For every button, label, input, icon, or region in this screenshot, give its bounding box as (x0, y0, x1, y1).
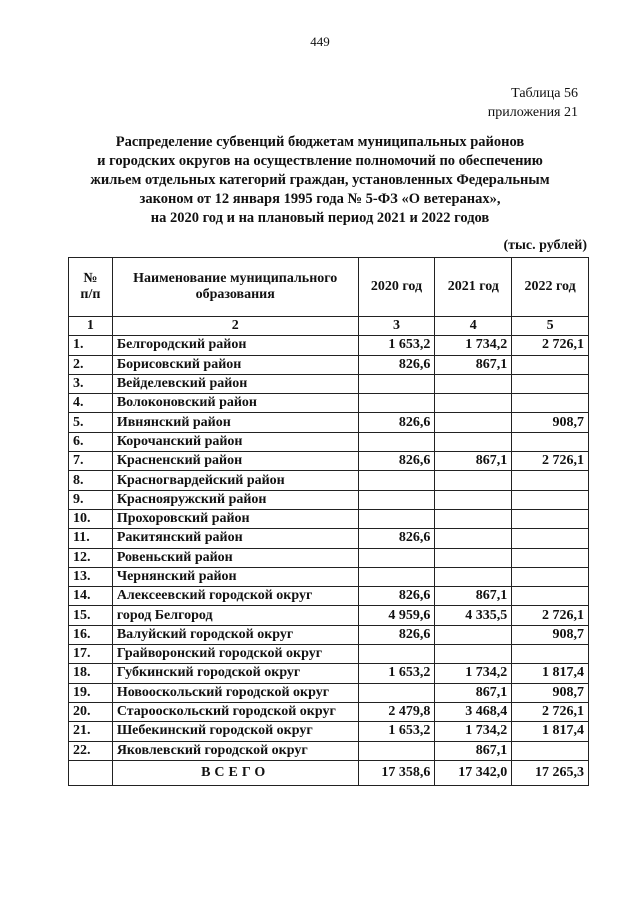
row-value-2022 (512, 509, 589, 528)
table-row (69, 529, 589, 548)
row-value-2021: 1 734,2 (435, 336, 512, 355)
row-number: 5. (69, 413, 113, 432)
row-value-2021: 4 335,5 (435, 606, 512, 625)
column-index-row (69, 317, 589, 336)
row-number: 7. (69, 452, 113, 471)
row-value-2022: 908,7 (512, 683, 589, 702)
header-name (112, 258, 358, 317)
row-value-2022 (512, 432, 589, 451)
table-row (69, 509, 589, 528)
row-value-2020: 2 479,8 (358, 702, 435, 721)
row-value-2021 (435, 548, 512, 567)
row-value-2022 (512, 355, 589, 374)
row-value-2021: 867,1 (435, 587, 512, 606)
row-value-2022: 2 726,1 (512, 606, 589, 625)
row-number: 18. (69, 664, 113, 683)
row-value-2021 (435, 625, 512, 644)
table-row (69, 432, 589, 451)
row-value-2020 (358, 567, 435, 586)
row-value-2021: 867,1 (435, 741, 512, 760)
table-header (69, 258, 589, 317)
header-number (69, 258, 113, 317)
row-name: Чернянский район (112, 567, 358, 586)
row-value-2021 (435, 490, 512, 509)
table-row (69, 355, 589, 374)
table-row (69, 683, 589, 702)
header-number-line1: № (83, 271, 98, 286)
header-2020: 2020 год (358, 258, 435, 317)
row-value-2022 (512, 490, 589, 509)
row-number: 1. (69, 336, 113, 355)
row-value-2020: 826,6 (358, 452, 435, 471)
row-value-2022 (512, 587, 589, 606)
total-2022: 17 265,3 (512, 760, 589, 785)
table-row (69, 722, 589, 741)
row-value-2021: 1 734,2 (435, 664, 512, 683)
row-number: 14. (69, 587, 113, 606)
row-name: Яковлевский городской округ (112, 741, 358, 760)
row-number: 15. (69, 606, 113, 625)
table-row (69, 625, 589, 644)
column-index-cell: 5 (512, 317, 589, 336)
row-name: Алексеевский городской округ (112, 587, 358, 606)
row-name: Краснояружский район (112, 490, 358, 509)
row-name: Вейделевский район (112, 374, 358, 393)
table-row (69, 413, 589, 432)
row-name: Ракитянский район (112, 529, 358, 548)
row-number: 4. (69, 394, 113, 413)
row-value-2021: 867,1 (435, 683, 512, 702)
row-value-2021 (435, 432, 512, 451)
table-row (69, 664, 589, 683)
row-value-2021 (435, 529, 512, 548)
row-value-2020: 826,6 (358, 587, 435, 606)
table-reference-line2: приложения 21 (487, 105, 578, 120)
row-name: Шебекинский городской округ (112, 722, 358, 741)
total-label: ВСЕГО (112, 760, 358, 785)
row-value-2022: 1 817,4 (512, 664, 589, 683)
table-reference-line1: Таблица 56 (511, 86, 578, 101)
table-row (69, 336, 589, 355)
row-value-2020: 826,6 (358, 355, 435, 374)
row-value-2020 (358, 394, 435, 413)
row-value-2022: 908,7 (512, 625, 589, 644)
row-value-2022: 1 817,4 (512, 722, 589, 741)
row-number: 20. (69, 702, 113, 721)
row-value-2021 (435, 471, 512, 490)
table-row (69, 394, 589, 413)
row-value-2020 (358, 509, 435, 528)
header-2021: 2021 год (435, 258, 512, 317)
row-name: Старооскольский городской округ (112, 702, 358, 721)
row-name: Ивнянский район (112, 413, 358, 432)
row-value-2022 (512, 567, 589, 586)
table-row (69, 645, 589, 664)
total-2020: 17 358,6 (358, 760, 435, 785)
row-value-2021: 1 734,2 (435, 722, 512, 741)
row-number: 10. (69, 509, 113, 528)
row-name: город Белгород (112, 606, 358, 625)
row-number: 21. (69, 722, 113, 741)
row-value-2022 (512, 374, 589, 393)
row-value-2020 (358, 548, 435, 567)
row-value-2022: 2 726,1 (512, 452, 589, 471)
table-row (69, 490, 589, 509)
row-name: Корочанский район (112, 432, 358, 451)
total-num-cell (69, 760, 113, 785)
header-number-line2: п/п (80, 287, 101, 302)
row-number: 2. (69, 355, 113, 374)
row-value-2022 (512, 471, 589, 490)
row-value-2021: 867,1 (435, 355, 512, 374)
row-value-2022: 908,7 (512, 413, 589, 432)
row-name: Прохоровский район (112, 509, 358, 528)
row-value-2020 (358, 432, 435, 451)
row-name: Грайворонский городской округ (112, 645, 358, 664)
row-number: 12. (69, 548, 113, 567)
row-number: 16. (69, 625, 113, 644)
column-index-cell: 1 (69, 317, 113, 336)
document-title (60, 133, 580, 228)
subventions-table (68, 257, 589, 786)
title-line: жильем отдельных категорий граждан, установленных Федеральным (90, 172, 550, 188)
row-name: Валуйский городской округ (112, 625, 358, 644)
units-label: (тыс. рублей) (503, 238, 587, 253)
row-value-2021 (435, 374, 512, 393)
table-row (69, 702, 589, 721)
table-footer (69, 760, 589, 785)
row-number: 19. (69, 683, 113, 702)
title-line: законом от 12 января 1995 года № 5-ФЗ «О ветеранах», (139, 191, 501, 207)
row-value-2022 (512, 548, 589, 567)
column-index-cell: 4 (435, 317, 512, 336)
row-number: 3. (69, 374, 113, 393)
row-number: 11. (69, 529, 113, 548)
row-number: 22. (69, 741, 113, 760)
row-value-2020: 1 653,2 (358, 336, 435, 355)
row-value-2020: 826,6 (358, 413, 435, 432)
page-number: 449 (310, 34, 330, 49)
column-index-cell: 2 (112, 317, 358, 336)
row-value-2022 (512, 529, 589, 548)
row-value-2020 (358, 645, 435, 664)
table-body (69, 317, 589, 761)
table-row (69, 741, 589, 760)
column-index-cell: 3 (358, 317, 435, 336)
row-value-2021: 867,1 (435, 452, 512, 471)
row-value-2020 (358, 374, 435, 393)
title-line: Распределение субвенций бюджетам муниципальных районов (115, 134, 525, 150)
table-row (69, 374, 589, 393)
row-value-2020: 1 653,2 (358, 722, 435, 741)
row-value-2021 (435, 567, 512, 586)
total-2021: 17 342,0 (435, 760, 512, 785)
row-value-2020 (358, 490, 435, 509)
row-value-2020 (358, 683, 435, 702)
row-value-2022 (512, 645, 589, 664)
row-number: 6. (69, 432, 113, 451)
row-value-2022: 2 726,1 (512, 336, 589, 355)
header-name-line2: образования (195, 287, 275, 302)
row-value-2021 (435, 509, 512, 528)
row-value-2022 (512, 741, 589, 760)
row-value-2020 (358, 471, 435, 490)
row-name: Белгородский район (112, 336, 358, 355)
table-reference (488, 84, 578, 122)
total-row (69, 760, 589, 785)
table-row (69, 567, 589, 586)
row-name: Красненский район (112, 452, 358, 471)
row-value-2020: 1 653,2 (358, 664, 435, 683)
title-line: и городских округов на осуществление полномочий по обеспечению (97, 153, 543, 169)
row-name: Волоконовский район (112, 394, 358, 413)
row-value-2022: 2 726,1 (512, 702, 589, 721)
table-row (69, 606, 589, 625)
row-name: Губкинский городской округ (112, 664, 358, 683)
header-2022: 2022 год (512, 258, 589, 317)
table-row (69, 548, 589, 567)
row-name: Борисовский район (112, 355, 358, 374)
row-number: 9. (69, 490, 113, 509)
row-value-2022 (512, 394, 589, 413)
table-row (69, 452, 589, 471)
row-name: Новооскольский городской округ (112, 683, 358, 702)
row-value-2021 (435, 394, 512, 413)
row-value-2020: 826,6 (358, 529, 435, 548)
row-name: Ровеньский район (112, 548, 358, 567)
row-number: 8. (69, 471, 113, 490)
header-name-line1: Наименование муниципального (133, 271, 338, 286)
row-value-2020: 826,6 (358, 625, 435, 644)
row-value-2021 (435, 413, 512, 432)
table-row (69, 587, 589, 606)
row-value-2021 (435, 645, 512, 664)
row-number: 13. (69, 567, 113, 586)
row-value-2021: 3 468,4 (435, 702, 512, 721)
row-value-2020 (358, 741, 435, 760)
row-number: 17. (69, 645, 113, 664)
row-name: Красногвардейский район (112, 471, 358, 490)
title-line: на 2020 год и на плановый период 2021 и 2022 годов (150, 210, 490, 226)
table-row (69, 471, 589, 490)
row-value-2020: 4 959,6 (358, 606, 435, 625)
